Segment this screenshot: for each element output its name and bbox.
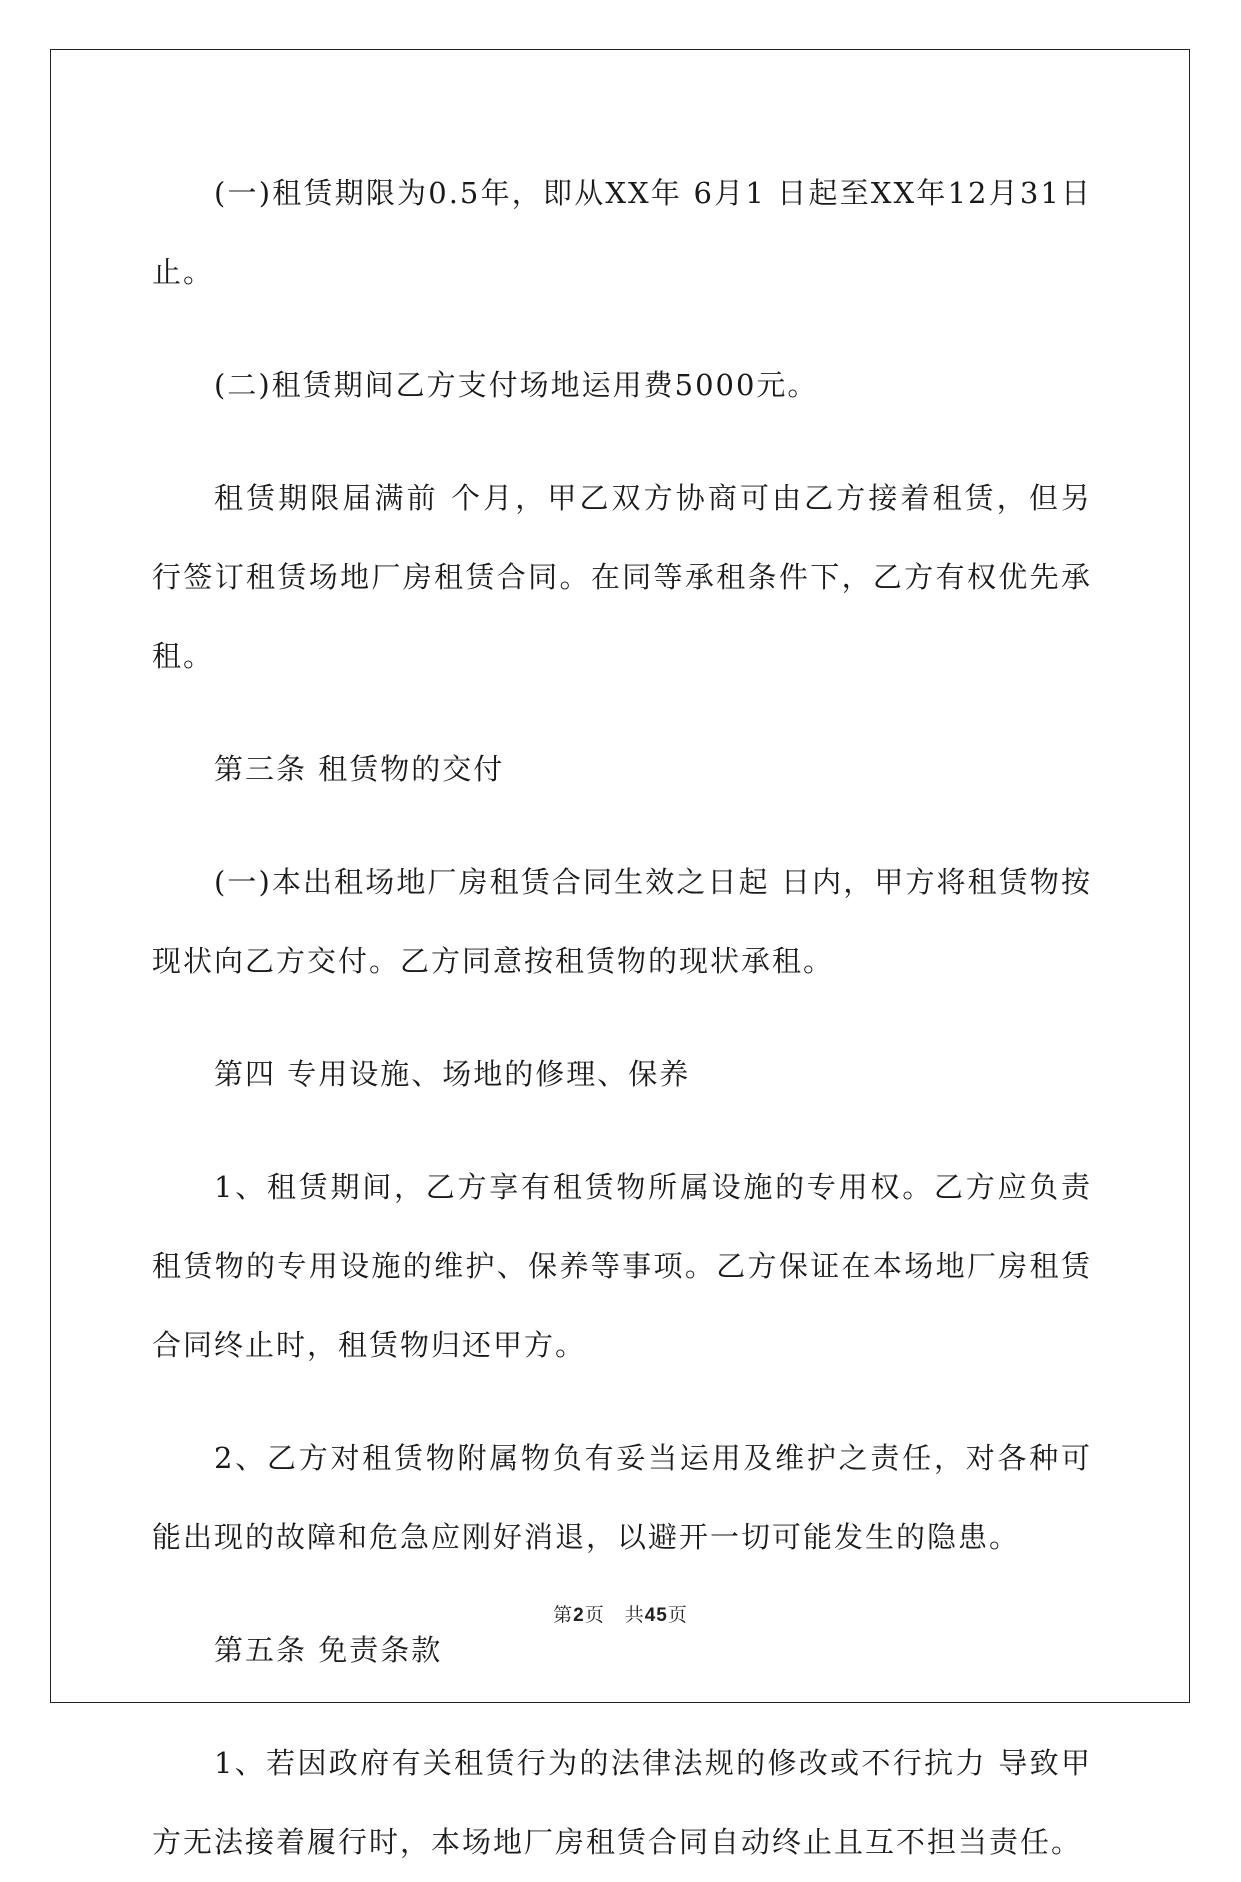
paragraph-exemption: 1、若因政府有关租赁行为的法律法规的修改或不行抗力 导致甲方无法接着履行时，本场地厂房租赁合同自动终止且互不担当责任。 [152,1746,1092,1859]
footer-middle: 页 共 [584,1604,645,1626]
paragraph-maintenance-duty: 2、乙方对租赁物附属物负有妥当运用及维护之责任，对各种可能出现的故障和危急应刚好消退，以避开一切可能发生的隐患。 [152,1441,1092,1554]
paragraph-site-fee: (二)租赁期间乙方支付场地运用费5000元。 [214,368,819,402]
heading-article-three: 第三条 租赁物的交付 [214,752,505,786]
paragraph-exclusive-use: 1、租赁期间，乙方享有租赁物所属设施的专用权。乙方应负责租赁物的专用设施的维护、保养等事项。乙方保证在本场地厂房租赁合同终止时，租赁物归还甲方。 [152,1170,1092,1362]
paragraph-lease-renewal: 租赁期限届满前 个月，甲乙双方协商可由乙方接着租赁，但另行签订租赁场地厂房租赁合同。在同等承租条件下，乙方有权优先承租。 [152,481,1092,673]
heading-article-four: 第四 专用设施、场地的修理、保养 [214,1057,691,1091]
paragraph-delivery: (一)本出租场地厂房租赁合同生效之日起 日内，甲方将租赁物按现状向乙方交付。乙方同意按租赁物的现状承租。 [152,865,1092,978]
heading-article-five: 第五条 免责条款 [214,1633,443,1667]
page-footer [0,1600,1241,1627]
total-page-number: 45 [644,1605,668,1626]
footer-prefix: 第 [553,1604,574,1626]
current-page-number: 2 [573,1605,585,1626]
paragraph-lease-term: (一)租赁期限为0.5年，即从XX年 6月1 日起至XX年12月31日止。 [152,176,1092,289]
footer-suffix: 页 [667,1604,688,1626]
